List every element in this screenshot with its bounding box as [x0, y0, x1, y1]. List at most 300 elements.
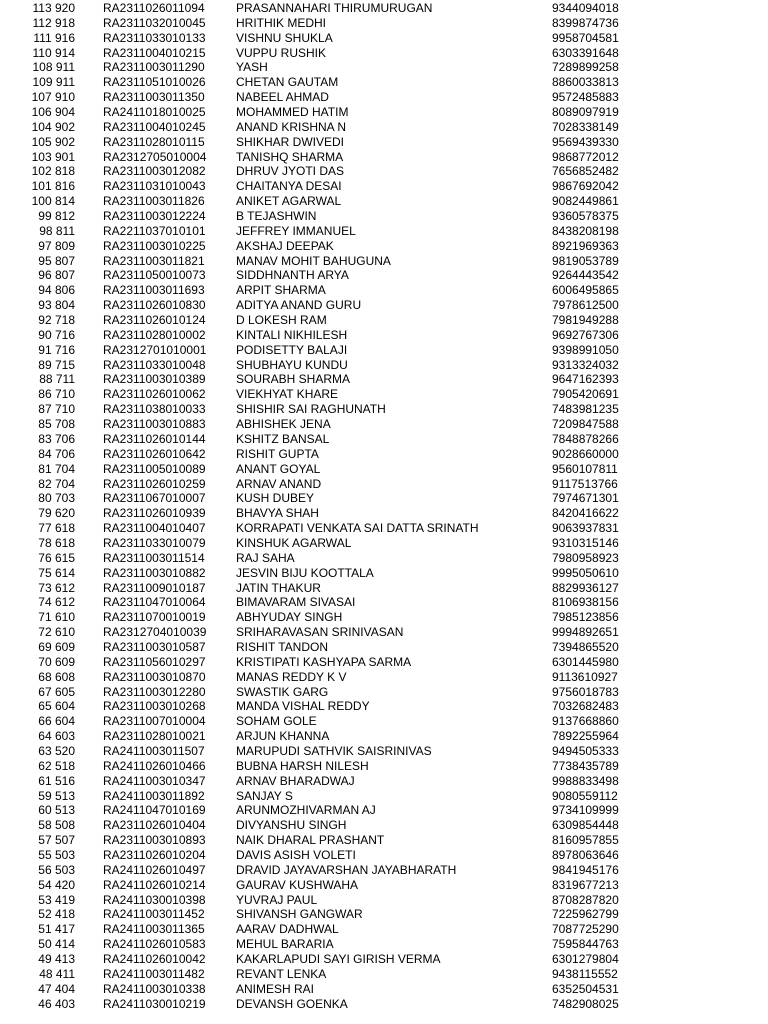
phone-number-cell: 8829936127	[552, 580, 619, 595]
registration-number-cell: RA2411026010497	[103, 862, 206, 877]
table-row	[0, 90, 652, 105]
spacer-cell	[75, 818, 103, 833]
student-name-cell: VISHNU SHUKLA	[236, 30, 333, 45]
student-name-cell: SHIKHAR DWIVEDI	[236, 134, 345, 149]
rank-cell: 58 508	[38, 818, 75, 833]
phone-number-cell: 9988833498	[552, 773, 619, 788]
table-row	[0, 432, 652, 447]
phone-number-cell: 6352504531	[552, 981, 619, 996]
table-row	[0, 60, 652, 75]
student-name-cell: DRAVID JAYAVARSHAN JAYABHARATH	[236, 862, 457, 877]
spacer-cell	[75, 789, 103, 804]
student-name-cell: PODISETTY BALAJI	[236, 342, 348, 357]
table-row	[0, 759, 652, 774]
phone-number-cell: 9313324032	[552, 357, 619, 372]
table-row	[0, 744, 652, 759]
student-name-cell: DEVANSH GOENKA	[236, 996, 348, 1011]
student-name-cell: YASH	[236, 60, 268, 75]
spacer-cell	[75, 477, 103, 492]
spacer-cell	[75, 358, 103, 373]
phone-number-cell: 7209847588	[552, 417, 619, 432]
table-row	[0, 536, 652, 551]
phone-number-cell: 9080559112	[552, 788, 618, 803]
registration-number-cell: RA2311026010939	[103, 506, 206, 521]
rank-cell: 91 716	[38, 342, 75, 357]
table-row	[0, 491, 652, 506]
rank-cell: 94 806	[38, 283, 75, 298]
student-name-cell: SOHAM GOLE	[236, 714, 317, 729]
phone-number-cell: 7087725290	[552, 922, 619, 937]
phone-number-cell: 9438115552	[552, 966, 618, 981]
rank-cell: 113 920	[32, 1, 75, 15]
table-row	[0, 952, 652, 967]
rank-cell: 62 518	[38, 758, 75, 773]
student-name-cell: HRITHIK MEDHI	[236, 15, 326, 30]
registration-number-cell: RA2411026010214	[103, 877, 206, 892]
registration-number-cell: RA2311032010045	[103, 15, 206, 30]
registration-number-cell: RA2312704010039	[103, 625, 207, 640]
table-row	[0, 120, 652, 135]
spacer-cell	[75, 224, 103, 239]
spacer-cell	[75, 893, 103, 908]
student-roster-table	[0, 1, 652, 1011]
table-row	[0, 194, 652, 209]
table-row	[0, 595, 652, 610]
rank-cell: 68 608	[38, 669, 75, 684]
student-name-cell: SANJAY S	[236, 788, 293, 803]
rank-cell: 98 811	[39, 223, 75, 238]
spacer-cell	[75, 105, 103, 120]
rank-cell: 110 914	[32, 45, 75, 60]
spacer-cell	[75, 194, 103, 209]
table-row	[0, 298, 652, 313]
rank-cell: 93 804	[38, 298, 75, 313]
registration-number-cell: RA2311004010407	[103, 521, 206, 536]
phone-number-cell: 9995050610	[552, 565, 619, 580]
phone-number-cell: 9572485883	[552, 90, 619, 105]
table-row	[0, 655, 652, 670]
rank-cell: 82 704	[38, 476, 75, 491]
rank-cell: 111 916	[33, 30, 75, 45]
table-row	[0, 179, 652, 194]
student-name-cell: NABEEL AHMAD	[236, 90, 329, 105]
phone-number-cell: 7905420691	[552, 387, 619, 402]
registration-number-cell: RA2311003010870	[103, 669, 206, 684]
spacer-cell	[75, 922, 103, 937]
table-row	[0, 789, 652, 804]
registration-number-cell: RA2311026010144	[103, 431, 206, 446]
table-row	[0, 640, 652, 655]
rank-cell: 49 413	[38, 952, 75, 966]
spacer-cell	[75, 31, 103, 46]
spacer-cell	[75, 803, 103, 818]
student-name-cell: YUVRAJ PAUL	[236, 892, 318, 907]
rank-cell: 65 604	[38, 699, 75, 714]
student-name-cell: ABHYUDAY SINGH	[236, 610, 343, 625]
student-name-cell: NAIK DHARAL PRASHANT	[236, 833, 385, 848]
table-row	[0, 1, 652, 16]
student-name-cell: MEHUL BARARIA	[236, 937, 334, 952]
student-name-cell: SIDDHNANTH ARYA	[236, 268, 349, 283]
registration-number-cell: RA2311026010062	[103, 387, 206, 402]
spacer-cell	[75, 75, 103, 90]
table-row	[0, 551, 652, 566]
registration-number-cell: RA2311003012224	[103, 209, 206, 224]
student-name-cell: SHIVANSH GANGWAR	[236, 907, 363, 922]
spacer-cell	[75, 254, 103, 269]
spacer-cell	[75, 417, 103, 432]
rank-cell: 74 612	[38, 595, 75, 610]
table-row	[0, 610, 652, 625]
phone-number-cell: 9344094018	[552, 1, 619, 15]
spacer-cell	[75, 774, 103, 789]
registration-number-cell: RA2311067010007	[103, 491, 206, 506]
student-name-cell: KINSHUK AGARWAL	[236, 535, 352, 550]
registration-number-cell: RA2311003011290	[103, 60, 205, 75]
student-name-cell: JATIN THAKUR	[236, 580, 321, 595]
student-name-cell: SWASTIK GARG	[236, 684, 329, 699]
table-row	[0, 209, 652, 224]
phone-number-cell: 8319677213	[552, 877, 619, 892]
phone-number-cell: 9819053789	[552, 253, 619, 268]
rank-cell: 97 809	[38, 238, 75, 253]
rank-cell: 103 901	[31, 149, 75, 164]
student-name-cell: DIVYANSHU SINGH	[236, 818, 347, 833]
phone-number-cell: 7482908025	[552, 996, 619, 1011]
table-row	[0, 699, 652, 714]
spacer-cell	[75, 268, 103, 283]
spacer-cell	[75, 402, 103, 417]
table-row	[0, 150, 652, 165]
spacer-cell	[75, 298, 103, 313]
registration-number-cell: RA2411003011892	[103, 788, 205, 803]
registration-number-cell: RA2311009010187	[103, 580, 206, 595]
spacer-cell	[75, 581, 103, 596]
spacer-cell	[75, 432, 103, 447]
phone-number-cell: 9756018783	[552, 684, 619, 699]
spacer-cell	[75, 313, 103, 328]
table-row	[0, 268, 652, 283]
student-name-cell: SHISHIR SAI RAGHUNATH	[236, 402, 386, 417]
table-row	[0, 685, 652, 700]
registration-number-cell: RA2311004010215	[103, 45, 206, 60]
rank-cell: 101 816	[31, 179, 75, 194]
spacer-cell	[75, 150, 103, 165]
student-name-cell: GAURAV KUSHWAHA	[236, 877, 359, 892]
phone-number-cell: 8438208198	[552, 223, 619, 238]
registration-number-cell: RA2411003011365	[103, 922, 205, 937]
table-row	[0, 997, 652, 1012]
spacer-cell	[75, 907, 103, 922]
registration-number-cell: RA2311003010882	[103, 565, 206, 580]
registration-number-cell: RA2311003011693	[103, 283, 205, 298]
rank-cell: 99 812	[38, 209, 75, 224]
registration-number-cell: RA2311003011350	[103, 90, 205, 105]
rank-cell: 83 706	[38, 431, 75, 446]
phone-number-cell: 7981949288	[552, 313, 619, 328]
roster-body	[0, 1, 652, 1011]
registration-number-cell: RA2311026010204	[103, 847, 206, 862]
table-row	[0, 729, 652, 744]
spacer-cell	[75, 536, 103, 551]
registration-number-cell: RA2311003010587	[103, 639, 206, 654]
registration-number-cell: RA2211037010101	[103, 223, 206, 238]
table-row	[0, 774, 652, 789]
spacer-cell	[75, 491, 103, 506]
registration-number-cell: RA2411018010025	[103, 105, 206, 120]
student-name-cell: ARJUN KHANNA	[236, 729, 330, 744]
student-name-cell: KINTALI NIKHILESH	[236, 327, 348, 342]
phone-number-cell: 8708287820	[552, 892, 619, 907]
table-row	[0, 31, 652, 46]
table-row	[0, 387, 652, 402]
registration-number-cell: RA2311003012082	[103, 164, 206, 179]
phone-number-cell: 8921969363	[552, 238, 619, 253]
spacer-cell	[75, 744, 103, 759]
registration-number-cell: RA2311050010073	[103, 268, 206, 283]
table-row	[0, 313, 652, 328]
table-row	[0, 833, 652, 848]
rank-cell: 63 520	[38, 743, 75, 758]
student-name-cell: ARUNMOZHIVARMAN AJ	[236, 803, 376, 818]
spacer-cell	[75, 90, 103, 105]
table-row	[0, 477, 652, 492]
spacer-cell	[75, 239, 103, 254]
spacer-cell	[75, 46, 103, 61]
table-row	[0, 328, 652, 343]
spacer-cell	[75, 699, 103, 714]
phone-number-cell: 8399874736	[552, 15, 619, 30]
rank-cell: 79 620	[38, 506, 75, 521]
table-row	[0, 506, 652, 521]
table-row	[0, 343, 652, 358]
student-name-cell: CHAITANYA DESAI	[236, 179, 342, 194]
registration-number-cell: RA2311003011821	[103, 253, 205, 268]
registration-number-cell: RA2312705010004	[103, 149, 207, 164]
student-name-cell: ANIKET AGARWAL	[236, 194, 342, 209]
registration-number-cell: RA2311003010893	[103, 833, 206, 848]
phone-number-cell: 8160957855	[552, 833, 619, 848]
registration-number-cell: RA2311026010259	[103, 476, 206, 491]
student-name-cell: MANAS REDDY K V	[236, 669, 347, 684]
table-row	[0, 922, 652, 937]
rank-cell: 78 618	[38, 535, 75, 550]
phone-number-cell: 9994892651	[552, 625, 619, 640]
phone-number-cell: 9398991050	[552, 342, 619, 357]
spacer-cell	[75, 60, 103, 75]
student-name-cell: RISHIT GUPTA	[236, 446, 319, 461]
phone-number-cell: 7028338149	[552, 119, 619, 134]
phone-number-cell: 7738435789	[552, 758, 619, 773]
table-row	[0, 848, 652, 863]
student-name-cell: PRASANNAHARI THIRUMURUGAN	[236, 1, 433, 15]
rank-cell: 105 902	[31, 134, 75, 149]
registration-number-cell: RA2411003010347	[103, 773, 206, 788]
rank-cell: 56 503	[38, 862, 75, 877]
spacer-cell	[75, 521, 103, 536]
rank-cell: 60 513	[38, 803, 75, 818]
rank-cell: 87 710	[38, 402, 75, 417]
spacer-cell	[75, 685, 103, 700]
phone-number-cell: 9028660000	[552, 446, 619, 461]
table-row	[0, 224, 652, 239]
registration-number-cell: RA2411003010338	[103, 981, 206, 996]
registration-number-cell: RA2311005010089	[103, 461, 206, 476]
spacer-cell	[75, 164, 103, 179]
phone-number-cell: 7980958923	[552, 550, 619, 565]
phone-number-cell: 9082449861	[552, 194, 619, 209]
registration-number-cell: RA2311047010064	[103, 595, 206, 610]
phone-number-cell: 9560107811	[552, 461, 618, 476]
rank-cell: 89 715	[38, 357, 75, 372]
registration-number-cell: RA2311051010026	[103, 75, 206, 90]
rank-cell: 73 612	[38, 580, 75, 595]
table-row	[0, 46, 652, 61]
rank-cell: 47 404	[38, 981, 75, 996]
student-name-cell: KAKARLAPUDI SAYI GIRISH VERMA	[236, 952, 441, 966]
rank-cell: 59 513	[38, 788, 75, 803]
student-name-cell: CHETAN GAUTAM	[236, 75, 339, 90]
student-name-cell: ABHISHEK JENA	[236, 417, 331, 432]
registration-number-cell: RA2411030010398	[103, 892, 206, 907]
phone-number-cell: 9841945176	[552, 862, 619, 877]
student-name-cell: MANDA VISHAL REDDY	[236, 699, 370, 714]
rank-cell: 102 818	[31, 164, 75, 179]
student-name-cell: ANIMESH RAI	[236, 981, 315, 996]
registration-number-cell: RA2312701010001	[103, 342, 207, 357]
spacer-cell	[75, 595, 103, 610]
student-name-cell: RAJ SAHA	[236, 550, 295, 565]
table-row	[0, 447, 652, 462]
registration-number-cell: RA2311026010404	[103, 818, 206, 833]
phone-number-cell: 9264443542	[552, 268, 619, 283]
student-name-cell: MOHAMMED HATIM	[236, 105, 349, 120]
registration-number-cell: RA2311007010004	[103, 714, 206, 729]
table-row	[0, 135, 652, 150]
student-name-cell: VUPPU RUSHIK	[236, 45, 327, 60]
student-name-cell: TANISHQ SHARMA	[236, 149, 344, 164]
spacer-cell	[75, 714, 103, 729]
registration-number-cell: RA2411026010042	[103, 952, 206, 966]
table-row	[0, 75, 652, 90]
student-name-cell: BHAVYA SHAH	[236, 506, 319, 521]
rank-cell: 112 918	[32, 15, 75, 30]
spacer-cell	[75, 328, 103, 343]
phone-number-cell: 8420416622	[552, 506, 619, 521]
spacer-cell	[75, 670, 103, 685]
table-row	[0, 566, 652, 581]
student-name-cell: SHUBHAYU KUNDU	[236, 357, 348, 372]
spacer-cell	[75, 372, 103, 387]
registration-number-cell: RA2411026010466	[103, 758, 206, 773]
rank-cell: 100 814	[31, 194, 75, 209]
table-row	[0, 462, 652, 477]
rank-cell: 67 605	[38, 684, 75, 699]
phone-number-cell: 7032682483	[552, 699, 619, 714]
registration-number-cell: RA2311031010043	[103, 179, 206, 194]
spacer-cell	[75, 283, 103, 298]
phone-number-cell: 7225962799	[552, 907, 619, 922]
spacer-cell	[75, 729, 103, 744]
registration-number-cell: RA2311033010079	[103, 535, 206, 550]
student-name-cell: JESVIN BIJU KOOTTALA	[236, 565, 374, 580]
spacer-cell	[75, 566, 103, 581]
rank-cell: 90 716	[38, 327, 75, 342]
phone-number-cell: 8106938156	[552, 595, 619, 610]
phone-number-cell: 7985123856	[552, 610, 619, 625]
registration-number-cell: RA2311028010115	[103, 134, 205, 149]
rank-cell: 46 403	[38, 996, 75, 1011]
table-row	[0, 893, 652, 908]
student-name-cell: KSHITZ BANSAL	[236, 431, 330, 446]
registration-number-cell: RA2311003011514	[103, 550, 205, 565]
phone-number-cell: 9137668860	[552, 714, 619, 729]
registration-number-cell: RA2311028010021	[103, 729, 206, 744]
spacer-cell	[75, 1, 103, 16]
rank-cell: 51 417	[38, 922, 75, 937]
phone-number-cell: 9958704581	[552, 30, 619, 45]
phone-number-cell: 9063937831	[552, 521, 619, 536]
spacer-cell	[75, 209, 103, 224]
spacer-cell	[75, 16, 103, 31]
spacer-cell	[75, 967, 103, 982]
rank-cell: 80 703	[38, 491, 75, 506]
phone-number-cell: 7394865520	[552, 639, 619, 654]
student-name-cell: VIEKHYAT KHARE	[236, 387, 339, 402]
rank-cell: 72 610	[38, 625, 75, 640]
rank-cell: 52 418	[38, 907, 75, 922]
student-name-cell: AARAV DADHWAL	[236, 922, 339, 937]
registration-number-cell: RA2311026011094	[103, 1, 205, 15]
registration-number-cell: RA2311070010019	[103, 610, 206, 625]
spacer-cell	[75, 640, 103, 655]
student-name-cell: SOURABH SHARMA	[236, 372, 351, 387]
student-name-cell: DAVIS ASISH VOLETI	[236, 847, 356, 862]
spacer-cell	[75, 655, 103, 670]
phone-number-cell: 6006495865	[552, 283, 619, 298]
phone-number-cell: 6301279804	[552, 952, 619, 966]
spacer-cell	[75, 462, 103, 477]
rank-cell: 48 411	[39, 966, 75, 981]
table-row	[0, 402, 652, 417]
student-name-cell: ANAND KRISHNA N	[236, 119, 347, 134]
registration-number-cell: RA2311003011826	[103, 194, 205, 209]
table-row	[0, 878, 652, 893]
registration-number-cell: RA2411003011452	[103, 907, 205, 922]
table-row	[0, 105, 652, 120]
registration-number-cell: RA2311026010124	[103, 313, 206, 328]
phone-number-cell: 9113610927	[552, 669, 618, 684]
table-row	[0, 16, 652, 31]
phone-number-cell: 9117513766	[552, 476, 618, 491]
table-row	[0, 164, 652, 179]
phone-number-cell: 9569439330	[552, 134, 619, 149]
spacer-cell	[75, 833, 103, 848]
spacer-cell	[75, 120, 103, 135]
registration-number-cell: RA2311038010033	[103, 402, 206, 417]
student-name-cell: B TEJASHWIN	[236, 209, 317, 224]
rank-cell: 108 911	[32, 60, 75, 75]
table-row	[0, 967, 652, 982]
spacer-cell	[75, 135, 103, 150]
student-name-cell: ANANT GOYAL	[236, 461, 321, 476]
student-name-cell: D LOKESH RAM	[236, 313, 327, 328]
registration-number-cell: RA2411003011507	[103, 743, 205, 758]
registration-number-cell: RA2311026010830	[103, 298, 206, 313]
rank-cell: 61 516	[38, 773, 75, 788]
spacer-cell	[75, 625, 103, 640]
phone-number-cell: 6309854448	[552, 818, 619, 833]
